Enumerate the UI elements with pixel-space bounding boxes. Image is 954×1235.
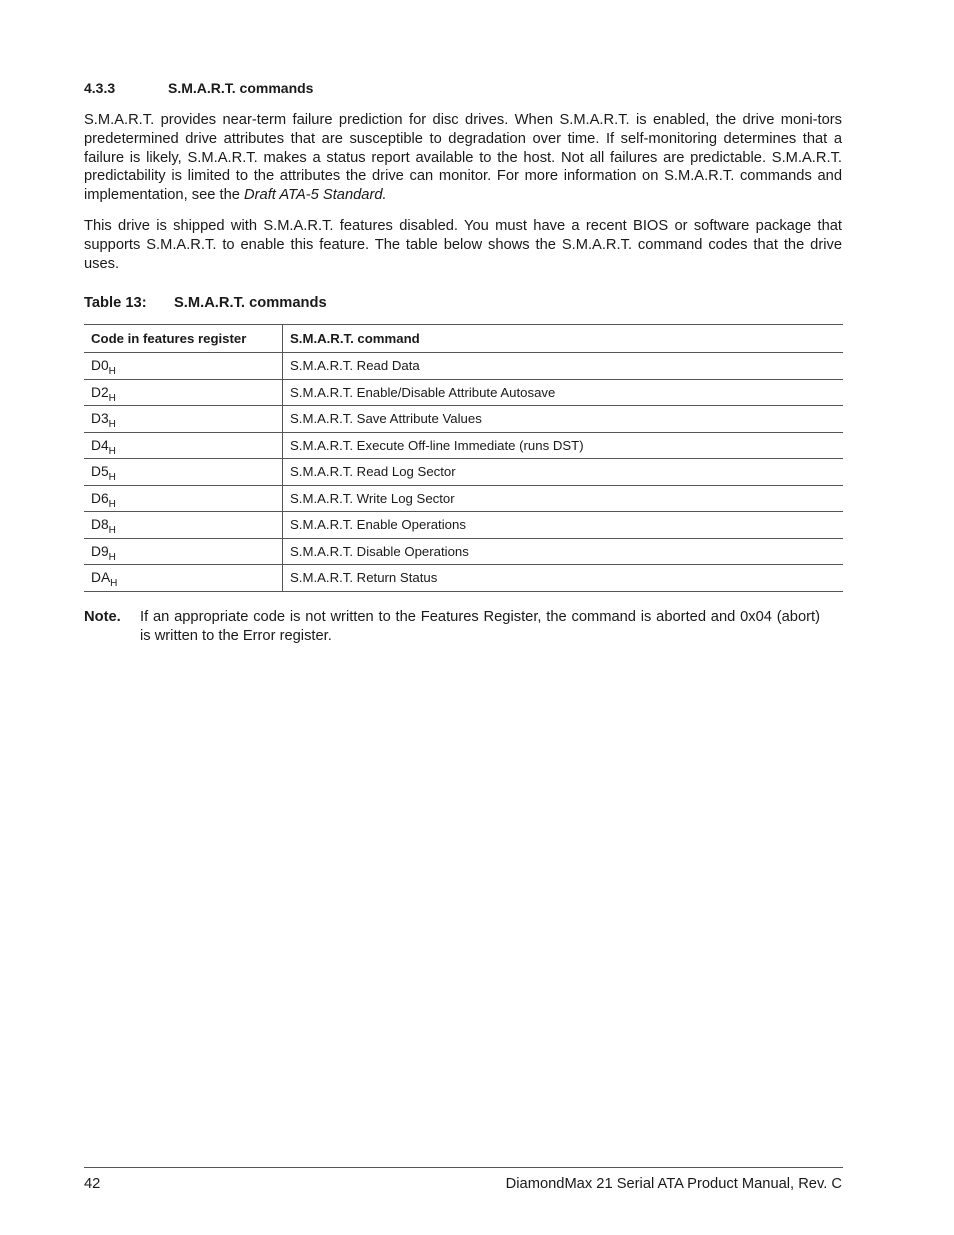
standard-reference: Draft ATA-5 Standard. [244, 187, 387, 204]
hex-suffix: H [108, 366, 116, 378]
table-caption-number: Table 13: [84, 295, 147, 311]
command-name: S.M.A.R.T. Enable/Disable Attribute Autosave [283, 379, 844, 406]
command-code-cell [84, 565, 283, 592]
command-code: D8 [91, 517, 109, 533]
footer-rule [84, 1167, 843, 1168]
command-code: D5 [91, 464, 109, 480]
table-row [84, 565, 843, 592]
note-text: If an appropriate code is not written to the Features Register, the command is aborted and 0x04 (abort) is written to the Error register. [140, 609, 820, 644]
command-name: S.M.A.R.T. Save Attribute Values [283, 406, 844, 433]
command-code-cell [84, 432, 283, 459]
table-row [84, 406, 843, 433]
command-code: DA [91, 570, 111, 586]
command-code: D9 [91, 543, 109, 559]
command-code-cell [84, 512, 283, 539]
table-row [84, 512, 843, 539]
note-block [84, 608, 842, 646]
table-header-row [84, 325, 843, 353]
command-name: S.M.A.R.T. Execute Off-line Immediate (runs DST) [283, 432, 844, 459]
command-code: D6 [91, 490, 109, 506]
hex-suffix: H [108, 445, 116, 457]
section-number: 4.3.3 [84, 80, 116, 96]
table-caption-title: S.M.A.R.T. commands [174, 295, 327, 311]
command-name: S.M.A.R.T. Read Data [283, 353, 844, 380]
table-caption [84, 295, 327, 311]
hex-suffix: H [108, 472, 116, 484]
hex-suffix: H [108, 498, 116, 510]
paragraph-smart-overview [84, 111, 842, 205]
command-name: S.M.A.R.T. Write Log Sector [283, 485, 844, 512]
section-title: S.M.A.R.T. commands [168, 80, 314, 96]
hex-suffix: H [108, 392, 116, 404]
footer-manual-title: DiamondMax 21 Serial ATA Product Manual, Rev. C [505, 1176, 842, 1192]
hex-suffix: H [108, 419, 116, 431]
section-heading [84, 80, 313, 96]
command-code-cell [84, 379, 283, 406]
table-row [84, 485, 843, 512]
command-name: S.M.A.R.T. Enable Operations [283, 512, 844, 539]
table-body [84, 353, 843, 592]
command-code: D4 [91, 437, 109, 453]
table-row [84, 432, 843, 459]
command-code: D0 [91, 358, 109, 374]
table-row [84, 379, 843, 406]
hex-suffix: H [108, 551, 116, 563]
header-code: Code in features register [84, 325, 283, 353]
command-code-cell [84, 485, 283, 512]
table-row [84, 353, 843, 380]
command-code: D2 [91, 384, 109, 400]
command-code-cell [84, 406, 283, 433]
command-name: S.M.A.R.T. Disable Operations [283, 538, 844, 565]
footer-page-number: 42 [84, 1176, 101, 1192]
table-row [84, 538, 843, 565]
note-label: Note. [84, 609, 121, 625]
command-code-cell [84, 459, 283, 486]
table-row [84, 459, 843, 486]
command-name: S.M.A.R.T. Read Log Sector [283, 459, 844, 486]
smart-commands-table [84, 324, 843, 592]
paragraph-smart-shipping: This drive is shipped with S.M.A.R.T. features disabled. You must have a recent BIOS or software package that supports S.M.A.R.T. to enable this feature. The table below shows the S.M.A.R.T. command codes that the drive uses. [84, 218, 842, 272]
hex-suffix: H [108, 525, 116, 537]
paragraph-text: S.M.A.R.T. provides near-term failure prediction for disc drives. When S.M.A.R.T. is enabled, the drive moni-tors predetermined drive attributes that are susceptible to degradation over time. If self-monitoring determines that a failure is likely, S.M.A.R.T. makes a status report available to the host. Not all failures are predictable. S.M.A.R.T. predictability is limited to the attributes the drive can monitor. For more information on S.M.A.R.T. commands and implementation, see the [84, 112, 842, 204]
command-code-cell [84, 353, 283, 380]
command-name: S.M.A.R.T. Return Status [283, 565, 844, 592]
command-code-cell [84, 538, 283, 565]
header-command: S.M.A.R.T. command [283, 325, 844, 353]
hex-suffix: H [110, 578, 118, 590]
command-code: D3 [91, 411, 109, 427]
